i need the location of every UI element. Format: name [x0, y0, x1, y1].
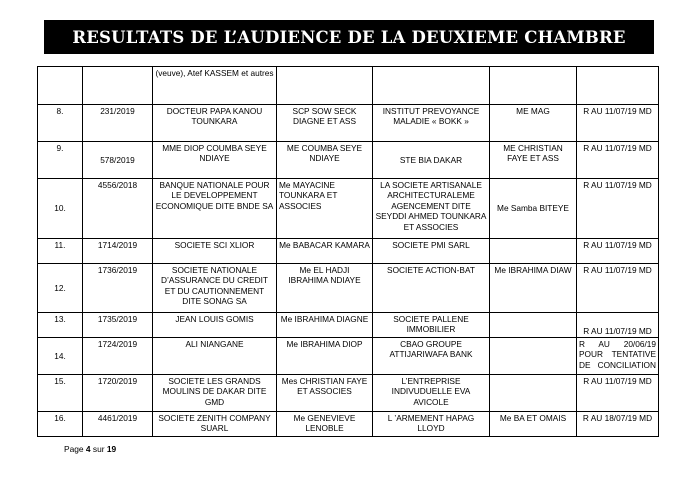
defendant-lawyer: ME MAG: [490, 105, 577, 142]
table-row: [38, 338, 659, 375]
hearing-result: R AU 11/07/19 MD: [577, 264, 659, 313]
table-row: [38, 313, 659, 338]
rg-number: 578/2019: [83, 142, 153, 179]
table-row: [38, 179, 659, 239]
defendant: [373, 67, 490, 105]
row-number: 9.: [38, 142, 83, 179]
plaintiff: MME DIOP COUMBA SEYE NDIAYE: [153, 142, 277, 179]
plaintiff: (veuve), Atef KASSEM et autres: [153, 67, 277, 105]
row-number: 13.: [38, 313, 83, 338]
row-number: 11.: [38, 239, 83, 264]
plaintiff-lawyer: Me MAYACINE TOUNKARA ET ASSOCIES: [277, 179, 373, 239]
plaintiff: SOCIETE NATIONALE D’ASSURANCE DU CREDIT ET DU CAUTIONNEMENT DITE SONAG SA: [153, 264, 277, 313]
defendant: STE BIA DAKAR: [373, 142, 490, 179]
plaintiff-lawyer: Me IBRAHIMA DIOP: [277, 338, 373, 375]
plaintiff: DOCTEUR PAPA KANOU TOUNKARA: [153, 105, 277, 142]
rg-number: 1720/2019: [83, 375, 153, 412]
results-table: [37, 66, 659, 437]
table-row: [38, 142, 659, 179]
table-row: [38, 67, 659, 105]
rg-number: [83, 67, 153, 105]
defendant: SOCIETE ACTION-BAT: [373, 264, 490, 313]
footer-page-total: 19: [106, 444, 117, 454]
hearing-result: R AU 11/07/19 MD: [577, 179, 659, 239]
row-number: 12.: [38, 264, 83, 313]
table-row: [38, 375, 659, 412]
hearing-result: R AU 11/07/19 MD: [577, 375, 659, 412]
hearing-result: R AU 11/07/19 MD: [577, 105, 659, 142]
defendant-lawyer: ME CHRISTIAN FAYE ET ASS: [490, 142, 577, 179]
defendant: SOCIETE PALLENE IMMOBILIER: [373, 313, 490, 338]
hearing-result: [577, 67, 659, 105]
plaintiff-lawyer: ME COUMBA SEYE NDIAYE: [277, 142, 373, 179]
plaintiff-lawyer: [277, 67, 373, 105]
defendant-lawyer: Me IBRAHIMA DIAW: [490, 264, 577, 313]
defendant-lawyer: Me BA ET OMAIS: [490, 412, 577, 437]
rg-number: 4461/2019: [83, 412, 153, 437]
rg-number: 231/2019: [83, 105, 153, 142]
plaintiff-lawyer: Mes CHRISTIAN FAYE ET ASSOCIES: [277, 375, 373, 412]
defendant: L ’ARMEMENT HAPAG LLOYD: [373, 412, 490, 437]
plaintiff-lawyer: Me IBRAHIMA DIAGNE: [277, 313, 373, 338]
row-number: 10.: [38, 179, 83, 239]
rg-number: 1724/2019: [83, 338, 153, 375]
plaintiff: SOCIETE SCI XLIOR: [153, 239, 277, 264]
rg-number: 4556/2018: [83, 179, 153, 239]
rg-number: 1735/2019: [83, 313, 153, 338]
table-row: [38, 412, 659, 437]
row-number: 8.: [38, 105, 83, 142]
plaintiff: BANQUE NATIONALE POUR LE DEVELOPPEMENT ECONOMIQUE DITE BNDE SA: [153, 179, 277, 239]
row-number: 15.: [38, 375, 83, 412]
hearing-result: R AU 11/07/19 MD: [577, 313, 659, 338]
defendant-lawyer: [490, 375, 577, 412]
rg-number: 1714/2019: [83, 239, 153, 264]
table-row: [38, 105, 659, 142]
defendant-lawyer: [490, 313, 577, 338]
plaintiff-lawyer: SCP SOW SECK DIAGNE ET ASS: [277, 105, 373, 142]
footer-page-label: Page: [64, 444, 84, 454]
footer-sur-label: sur: [92, 444, 105, 454]
row-number: 16.: [38, 412, 83, 437]
defendant-lawyer: [490, 67, 577, 105]
table-row: [38, 264, 659, 313]
plaintiff: JEAN LOUIS GOMIS: [153, 313, 277, 338]
page-title: [44, 20, 654, 54]
defendant: CBAO GROUPE ATTIJARIWAFA BANK: [373, 338, 490, 375]
hearing-result: R AU 11/07/19 MD: [577, 239, 659, 264]
page-footer: [64, 444, 116, 454]
rg-number: 1736/2019: [83, 264, 153, 313]
defendant: SOCIETE PMI SARL: [373, 239, 490, 264]
hearing-result: R AU 11/07/19 MD: [577, 142, 659, 179]
footer-page-number: 4: [85, 444, 91, 454]
plaintiff-lawyer: Me GENEVIEVE LENOBLE: [277, 412, 373, 437]
hearing-result: R AU 18/07/19 MD: [577, 412, 659, 437]
defendant: LA SOCIETE ARTISANALE ARCHITECTURALEME AGENCEMENT DITE SEYDDI AHMED TOUNKARA ET ASSOCIES: [373, 179, 490, 239]
plaintiff-lawyer: Me BABACAR KAMARA: [277, 239, 373, 264]
row-number: [38, 67, 83, 105]
plaintiff: SOCIETE LES GRANDS MOULINS DE DAKAR DITE GMD: [153, 375, 277, 412]
plaintiff: ALI NIANGANE: [153, 338, 277, 375]
defendant-lawyer: [490, 338, 577, 375]
defendant-lawyer: [490, 239, 577, 264]
row-number: 14.: [38, 338, 83, 375]
defendant: INSTITUT PREVOYANCE MALADIE « BOKK »: [373, 105, 490, 142]
page-title-text: RESULTATS DE L’AUDIENCE DE LA DEUXIEME CHAMBRE: [72, 27, 626, 47]
plaintiff-lawyer: Me EL HADJI IBRAHIMA NDIAYE: [277, 264, 373, 313]
plaintiff: SOCIETE ZENITH COMPANY SUARL: [153, 412, 277, 437]
table-row: [38, 239, 659, 264]
hearing-result: R AU 20/06/19 POUR TENTATIVE DE CONCILIATION: [577, 338, 659, 375]
defendant: L’ENTREPRISE INDIVUDUELLE EVA AVICOLE: [373, 375, 490, 412]
defendant-lawyer: Me Samba BITEYE: [490, 179, 577, 239]
